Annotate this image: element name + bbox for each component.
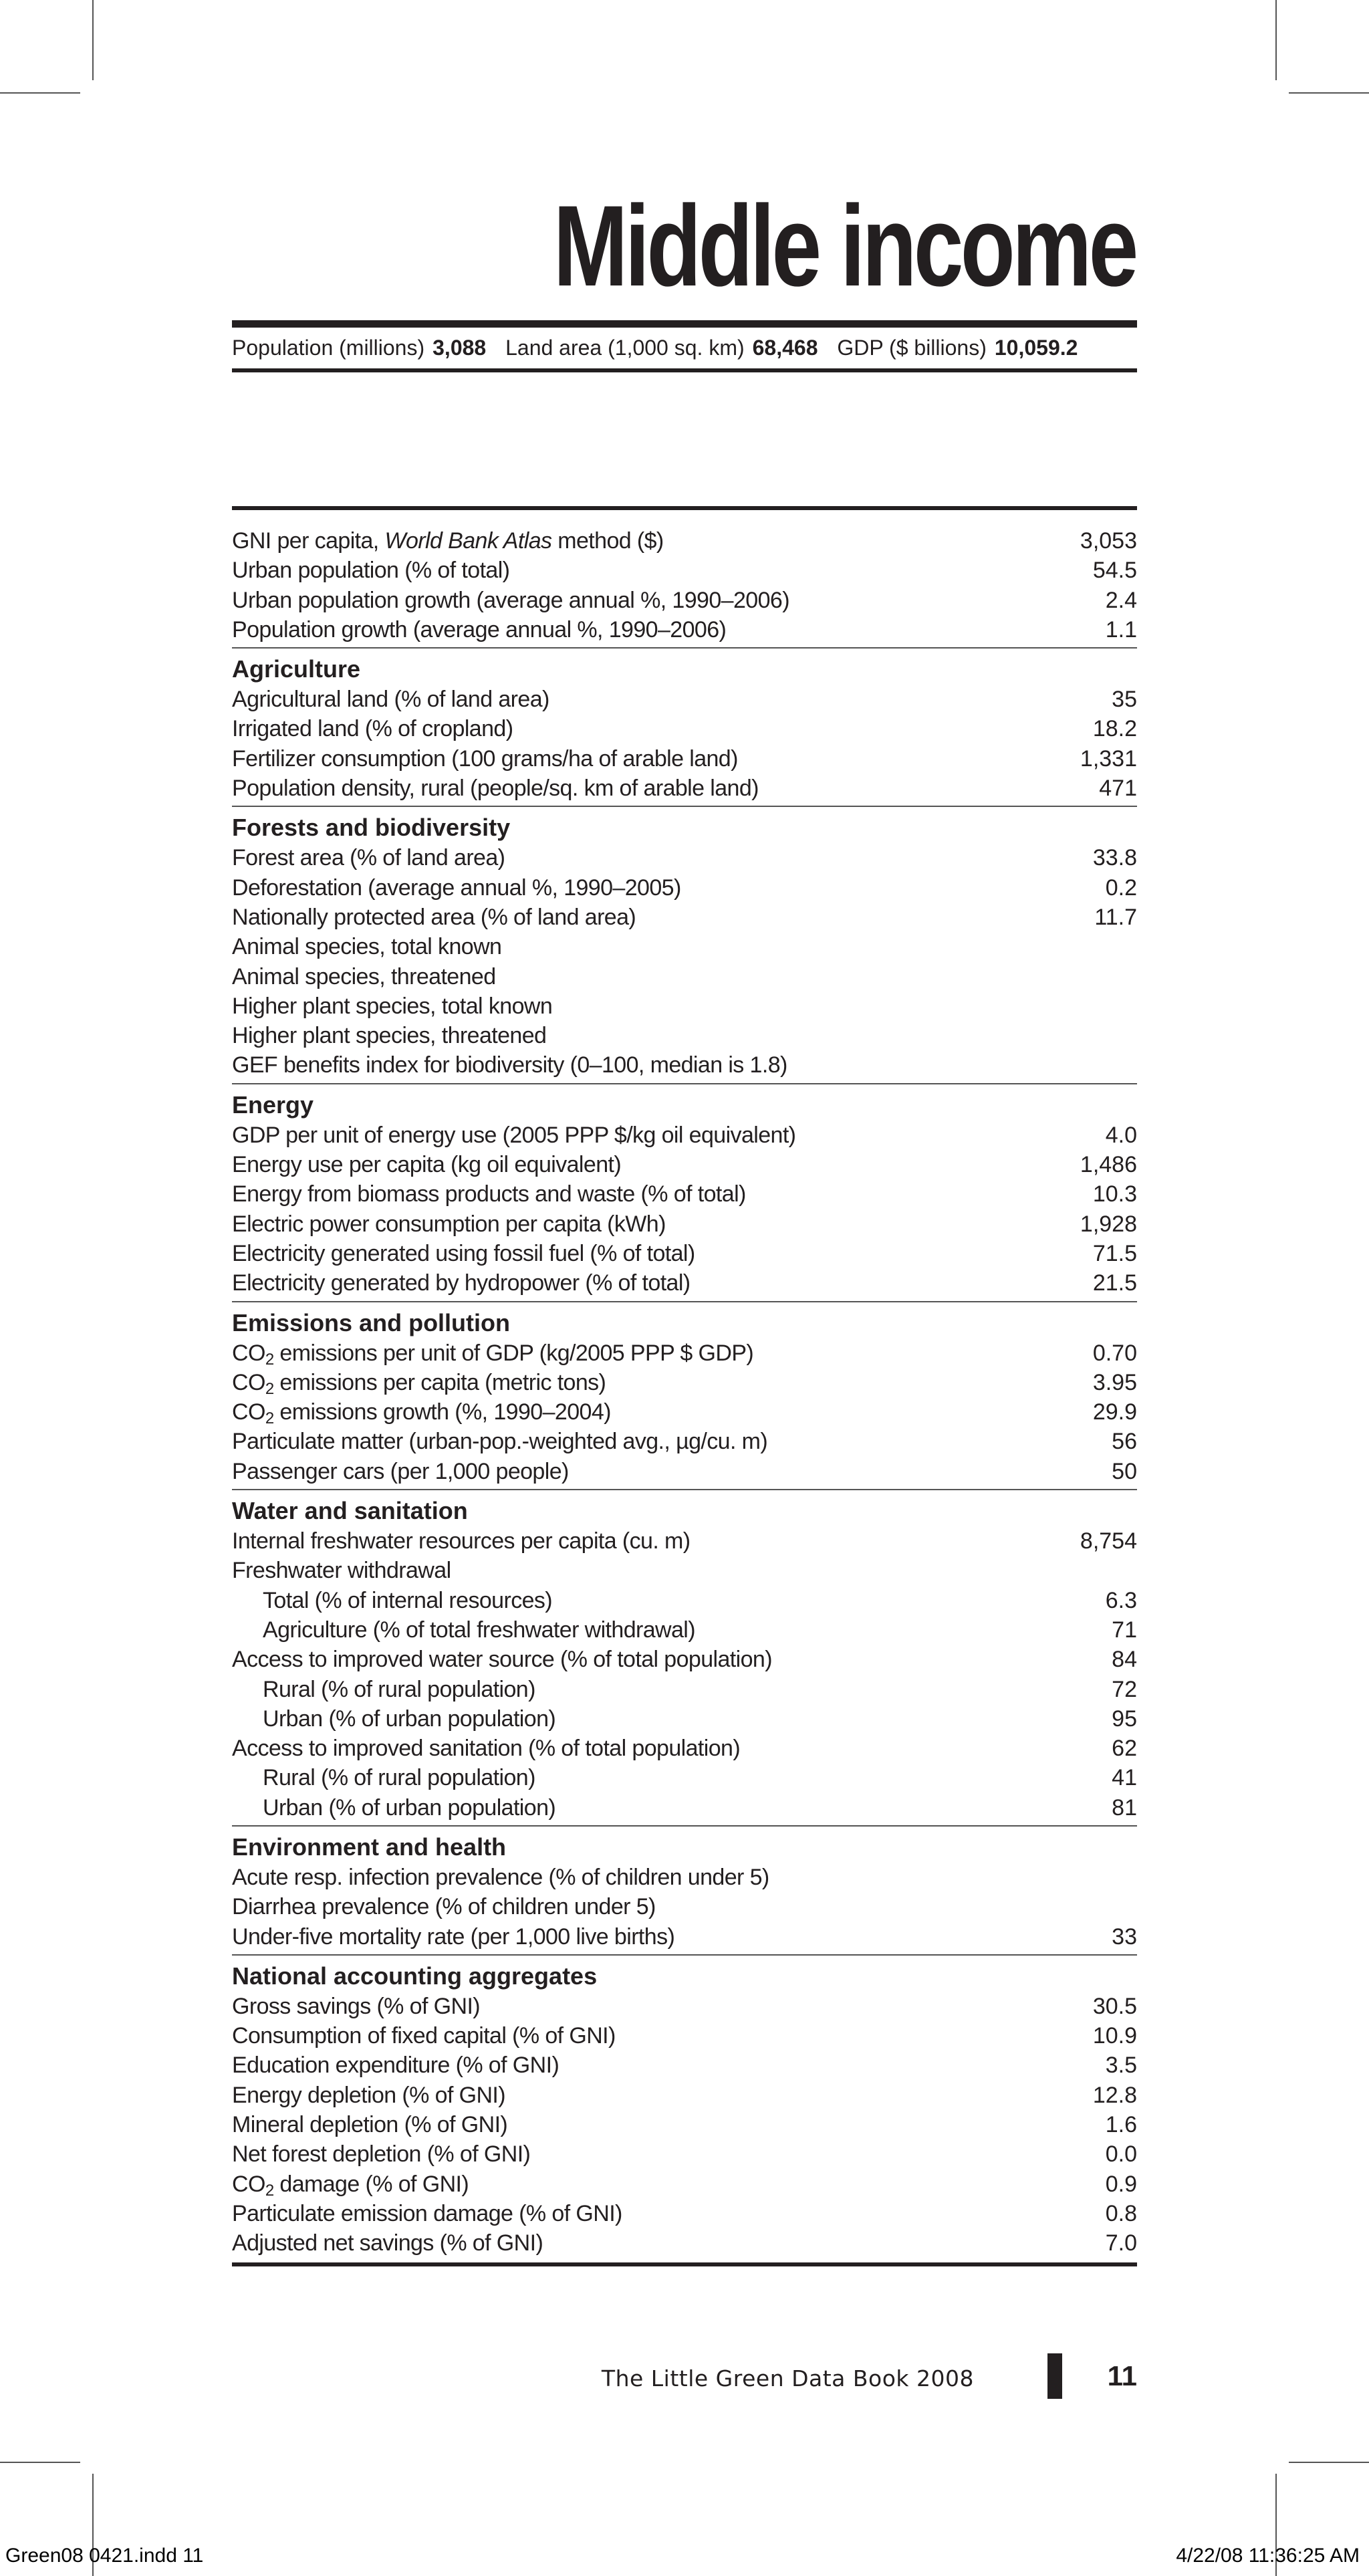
row-label: Education expenditure (% of GNI) <box>232 2053 559 2079</box>
table-row <box>232 2051 1137 2080</box>
table-row <box>232 1397 1137 1427</box>
summary-population-label: Population (millions) <box>232 336 425 360</box>
row-value: 10.9 <box>1092 2023 1137 2049</box>
row-label: Access to improved water source (% of total population) <box>232 1647 772 1673</box>
table-row <box>232 1239 1137 1268</box>
row-label: Rural (% of rural population) <box>263 1765 535 1791</box>
table-row <box>232 526 1137 556</box>
page-title: Middle income <box>553 182 1136 310</box>
table-row <box>232 1268 1137 1298</box>
table-row <box>232 1021 1137 1050</box>
row-value: 6.3 <box>1105 1587 1137 1613</box>
table-row <box>232 744 1137 774</box>
table-row <box>232 714 1137 743</box>
row-value: 62 <box>1112 1736 1137 1762</box>
row-label: Population density, rural (people/sq. km of arable land) <box>232 776 759 802</box>
row-label: Consumption of fixed capital (% of GNI) <box>232 2023 616 2049</box>
table-row <box>232 1892 1137 1921</box>
row-label: Adjusted net savings (% of GNI) <box>232 2230 543 2256</box>
table-row <box>232 1209 1137 1239</box>
table-row <box>232 2199 1137 2228</box>
row-label: Particulate matter (urban-pop.-weighted avg., µg/cu. m) <box>232 1429 768 1455</box>
row-value: 3.5 <box>1105 2053 1137 2079</box>
row-label: Rural (% of rural population) <box>263 1676 535 1702</box>
table-row <box>232 615 1137 645</box>
row-value: 72 <box>1112 1676 1137 1702</box>
co2-text: CO <box>232 1369 265 1395</box>
table-row <box>232 2021 1137 2051</box>
row-value: 50 <box>1112 1458 1137 1484</box>
row-value: 71.5 <box>1092 1240 1137 1266</box>
row-label: Irrigated land (% of cropland) <box>232 716 513 742</box>
section-heading: Energy <box>232 1090 314 1119</box>
co2-text: CO <box>232 1340 265 1366</box>
row-label: Urban (% of urban population) <box>263 1794 556 1821</box>
row-label: Internal freshwater resources per capita (cu. m) <box>232 1528 691 1554</box>
row-value: 56 <box>1112 1429 1137 1455</box>
table-row <box>232 1615 1137 1645</box>
row-label: Acute resp. infection prevalence (% of children under 5) <box>232 1864 769 1890</box>
table-row <box>232 1704 1137 1734</box>
table-row <box>232 1121 1137 1150</box>
slug-datetime: 4/22/08 11:36:25 AM <box>1176 2545 1360 2567</box>
co2-label-text: emissions per unit of GDP (kg/2005 PPP $ GDP) <box>273 1340 754 1366</box>
row-label: Deforestation (average annual %, 1990–2005) <box>232 874 681 901</box>
table-row <box>232 1922 1137 1952</box>
row-value: 2.4 <box>1105 587 1137 613</box>
row-label: Animal species, threatened <box>232 963 496 989</box>
row-label <box>232 526 664 556</box>
crop-mark <box>1275 0 1277 80</box>
accounting-section <box>232 1954 1137 2258</box>
table-row <box>232 2228 1137 2258</box>
row-label: Forest area (% of land area) <box>232 845 505 871</box>
row-value: 0.9 <box>1105 2171 1137 2197</box>
row-label: Electric power consumption per capita (kWh) <box>232 1211 666 1237</box>
row-label: Gross savings (% of GNI) <box>232 1993 481 2019</box>
forests-section <box>232 806 1137 1080</box>
row-value: 30.5 <box>1092 1993 1137 2019</box>
gni-label-suffix: method ($) <box>551 528 664 554</box>
section-heading: Water and sanitation <box>232 1497 468 1525</box>
co2-label-text: damage (% of GNI) <box>273 2171 469 2197</box>
table-row <box>232 1734 1137 1763</box>
row-label: Electricity generated by hydropower (% of total) <box>232 1270 691 1296</box>
health-section <box>232 1825 1137 1952</box>
row-label: Nationally protected area (% of land area) <box>232 904 636 930</box>
row-value: 7.0 <box>1105 2230 1137 2256</box>
table-row <box>232 2081 1137 2110</box>
row-label: Higher plant species, threatened <box>232 1023 547 1049</box>
co2-subscript: 2 <box>265 2181 274 2200</box>
summary-land-area-label: Land area (1,000 sq. km) <box>505 336 745 360</box>
row-value: 1,331 <box>1080 745 1137 772</box>
table-row <box>232 1992 1137 2021</box>
table-row <box>232 1526 1137 1556</box>
row-label: Agricultural land (% of land area) <box>232 687 549 713</box>
row-value: 0.8 <box>1105 2200 1137 2226</box>
table-row <box>232 1150 1137 1179</box>
crop-mark <box>0 92 80 94</box>
row-value: 0.70 <box>1092 1340 1137 1366</box>
row-value: 0.2 <box>1105 874 1137 901</box>
row-label: Mineral depletion (% of GNI) <box>232 2112 508 2138</box>
table-row <box>232 1793 1137 1823</box>
section-heading: Environment and health <box>232 1833 507 1861</box>
table-bottom-rule <box>232 2262 1137 2266</box>
row-label: Urban (% of urban population) <box>263 1706 556 1732</box>
section-heading: Forests and biodiversity <box>232 814 511 842</box>
table-row <box>232 1556 1137 1585</box>
row-value: 18.2 <box>1092 716 1137 742</box>
row-value: 33.8 <box>1092 845 1137 871</box>
summary-bar <box>232 320 1137 372</box>
table-row <box>232 1586 1137 1615</box>
row-value: 71 <box>1112 1617 1137 1643</box>
table-row <box>232 873 1137 903</box>
row-value: 29.9 <box>1092 1399 1137 1425</box>
crop-mark <box>92 0 94 80</box>
row-value: 95 <box>1112 1706 1137 1732</box>
table-row <box>232 1338 1137 1368</box>
water-section <box>232 1489 1137 1823</box>
section-heading: Agriculture <box>232 655 361 683</box>
table-row <box>232 1863 1137 1892</box>
row-value: 1.1 <box>1105 616 1137 642</box>
co2-label-text: emissions growth (%, 1990–2004) <box>273 1399 611 1425</box>
table-row <box>232 2170 1137 2199</box>
summary-gdp-value: 10,059.2 <box>994 336 1078 360</box>
row-value: 1,928 <box>1080 1211 1137 1237</box>
crop-mark <box>0 2462 80 2463</box>
co2-text: CO <box>232 2171 265 2197</box>
table-row <box>232 962 1137 991</box>
row-label: Higher plant species, total known <box>232 993 553 1019</box>
row-label: Electricity generated using fossil fuel (% of total) <box>232 1240 695 1266</box>
row-label: Animal species, total known <box>232 934 502 960</box>
gni-label-italic: World Bank Atlas <box>384 528 552 554</box>
row-label: Particulate emission damage (% of GNI) <box>232 2200 622 2226</box>
table-row <box>232 774 1137 803</box>
row-value: 471 <box>1099 776 1137 802</box>
table-row <box>232 903 1137 932</box>
row-value: 8,754 <box>1080 1528 1137 1554</box>
row-label: GEF benefits index for biodiversity (0–100, median is 1.8) <box>232 1052 787 1078</box>
row-value: 54.5 <box>1092 558 1137 584</box>
row-label: Energy use per capita (kg oil equivalent) <box>232 1152 622 1178</box>
row-value: 1.6 <box>1105 2112 1137 2138</box>
page-footer <box>232 2353 1137 2400</box>
table-row <box>232 1457 1137 1486</box>
section-heading: Emissions and pollution <box>232 1308 511 1336</box>
emissions-section <box>232 1301 1137 1486</box>
table-row <box>232 2110 1137 2139</box>
row-value: 41 <box>1112 1765 1137 1791</box>
table-row <box>232 932 1137 961</box>
row-label: Total (% of internal resources) <box>263 1587 553 1613</box>
table-row <box>232 1179 1137 1209</box>
page-number: 11 <box>1107 2360 1137 2391</box>
row-value: 84 <box>1112 1647 1137 1673</box>
row-label: Energy from biomass products and waste (% of total) <box>232 1181 746 1207</box>
row-value: 3,053 <box>1080 528 1137 554</box>
table-row <box>232 1427 1137 1456</box>
row-label: GDP per unit of energy use (2005 PPP $/kg oil equivalent) <box>232 1122 796 1148</box>
row-label: Access to improved sanitation (% of total population) <box>232 1736 741 1762</box>
row-label: Urban population (% of total) <box>232 558 510 584</box>
row-value: 1,486 <box>1080 1152 1137 1178</box>
table-row <box>232 991 1137 1021</box>
table-row <box>232 1763 1137 1792</box>
co2-subscript: 2 <box>265 1350 274 1369</box>
table-row <box>232 843 1137 872</box>
footer-bar <box>1047 2353 1062 2399</box>
row-label: Fertilizer consumption (100 grams/ha of arable land) <box>232 745 738 772</box>
row-label: Urban population growth (average annual %, 1990–2006) <box>232 587 789 613</box>
co2-text: CO <box>232 1399 265 1425</box>
crop-mark <box>1289 2462 1369 2463</box>
co2-label-text: emissions per capita (metric tons) <box>273 1369 606 1395</box>
energy-section <box>232 1083 1137 1298</box>
table-row <box>232 685 1137 714</box>
row-label: Passenger cars (per 1,000 people) <box>232 1458 569 1484</box>
row-value: 3.95 <box>1092 1369 1137 1395</box>
row-value: 12.8 <box>1092 2082 1137 2108</box>
table-row <box>232 1675 1137 1704</box>
row-value: 33 <box>1112 1923 1137 1950</box>
indicator-table <box>232 506 1137 2266</box>
row-label: Agriculture (% of total freshwater withdrawal) <box>263 1617 695 1643</box>
crop-mark <box>1289 92 1369 94</box>
summary-population-value: 3,088 <box>432 336 487 360</box>
table-row <box>232 1050 1137 1080</box>
row-value: 0.0 <box>1105 2141 1137 2168</box>
table-row <box>232 1645 1137 1674</box>
row-label: Energy depletion (% of GNI) <box>232 2082 505 2108</box>
agriculture-section <box>232 647 1137 803</box>
summary-land-area-value: 68,468 <box>752 336 818 360</box>
co2-subscript: 2 <box>265 1379 274 1398</box>
row-label: Freshwater withdrawal <box>232 1558 451 1584</box>
row-label: Population growth (average annual %, 1990–2006) <box>232 616 727 642</box>
intro-section <box>232 526 1137 645</box>
row-value: 35 <box>1112 687 1137 713</box>
row-label: Diarrhea prevalence (% of children under 5) <box>232 1894 656 1920</box>
row-label: Under-five mortality rate (per 1,000 live births) <box>232 1923 675 1950</box>
section-heading: National accounting aggregates <box>232 1962 598 1990</box>
gni-label-text: GNI per capita, <box>232 528 385 554</box>
table-row <box>232 556 1137 585</box>
row-value: 11.7 <box>1094 904 1137 930</box>
row-value: 10.3 <box>1092 1181 1137 1207</box>
row-value: 4.0 <box>1105 1122 1137 1148</box>
row-value: 81 <box>1112 1794 1137 1821</box>
row-value: 21.5 <box>1092 1270 1137 1296</box>
footer-book-title: The Little Green Data Book 2008 <box>601 2365 974 2391</box>
table-row <box>232 2139 1137 2169</box>
co2-subscript: 2 <box>265 1409 274 1428</box>
row-label: Net forest depletion (% of GNI) <box>232 2141 531 2168</box>
summary-gdp-label: GDP ($ billions) <box>837 336 987 360</box>
slug-file: Green08 0421.indd 11 <box>5 2545 204 2567</box>
table-row <box>232 586 1137 615</box>
